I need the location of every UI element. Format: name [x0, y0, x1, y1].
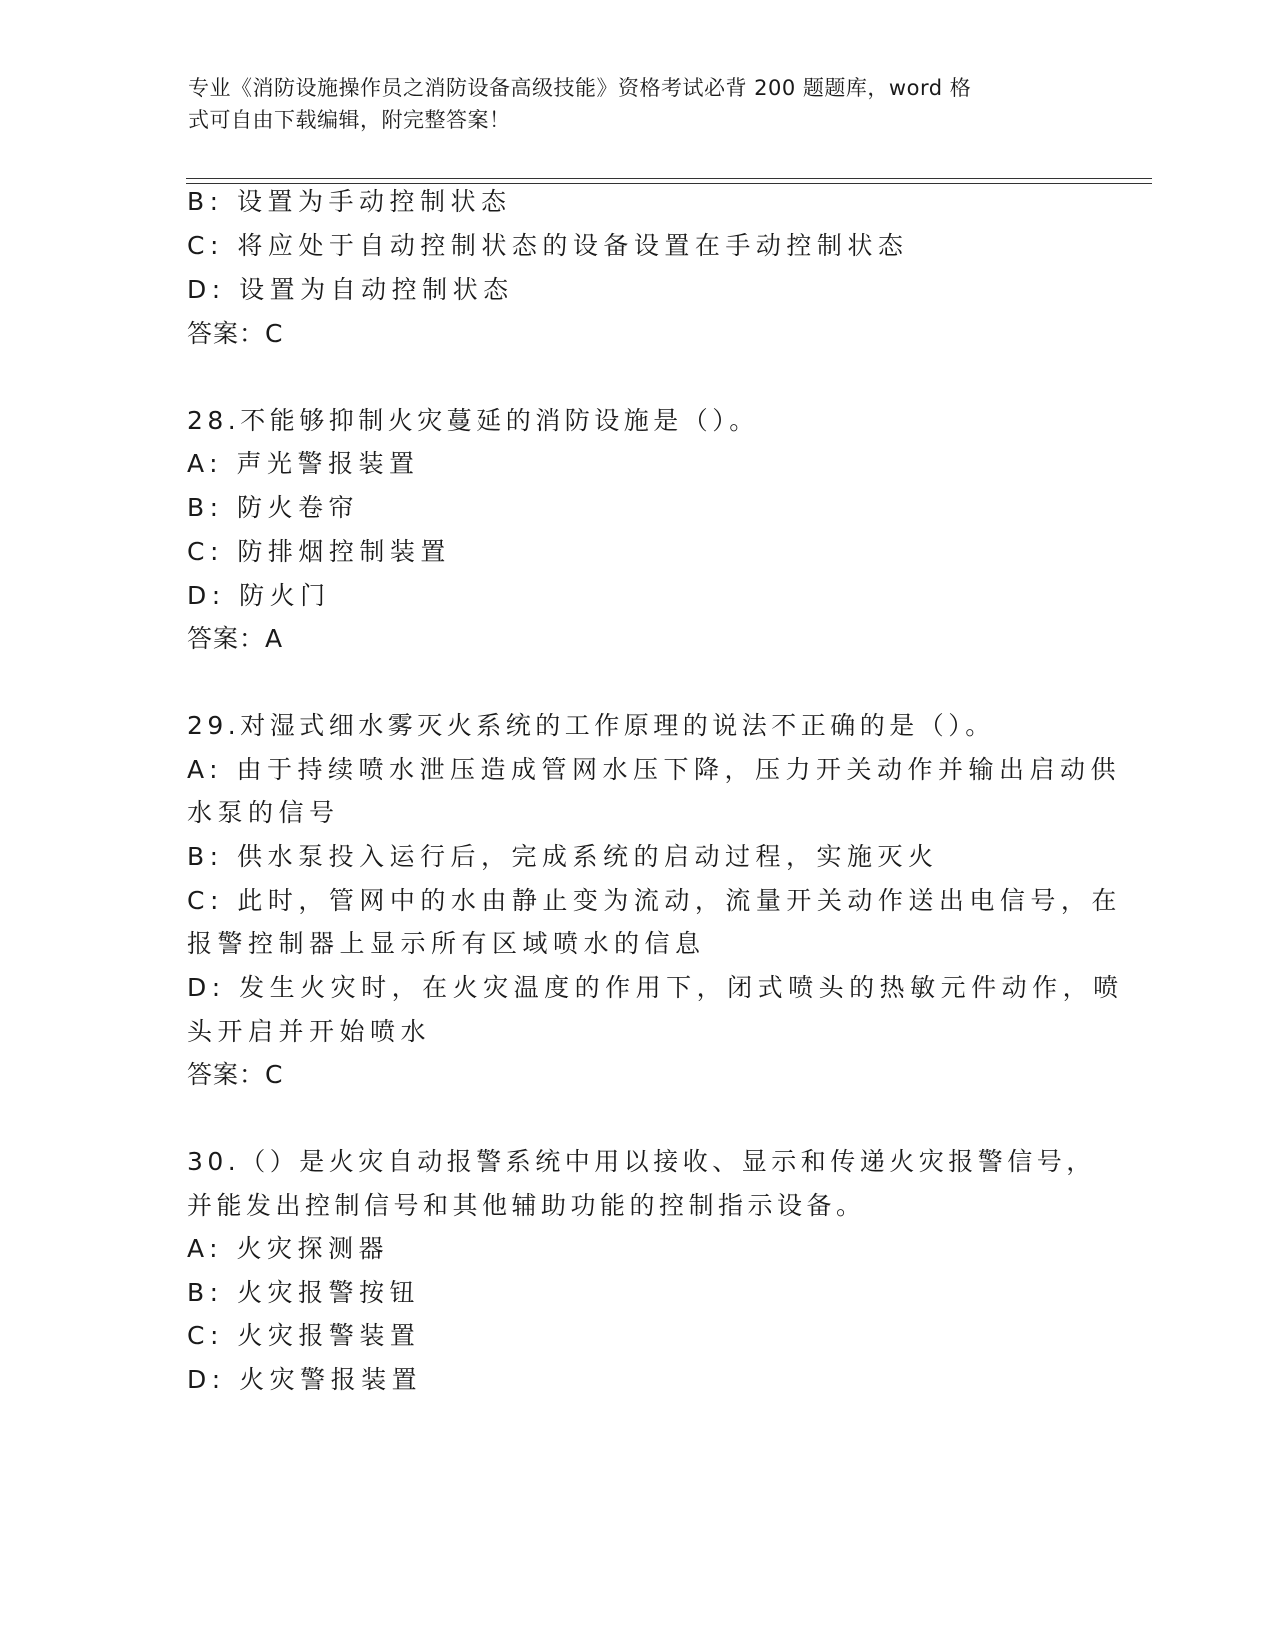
header-divider-thick — [186, 178, 1152, 179]
question-stem-line-1: 30.（）是火灾自动报警系统中用以接收、显示和传递火灾报警信号， — [187, 1147, 1096, 1176]
option-d-line-1: D: 发生火灾时，在火灾温度的作用下，闭式喷头的热敏元件动作，喷 — [187, 973, 1124, 1002]
option-b: B: 火灾报警按钮 — [187, 1278, 421, 1307]
answer: 答案：C — [187, 1060, 284, 1089]
option-d: D: 防火门 — [187, 581, 331, 610]
option-c-line-2: 报警控制器上显示所有区域喷水的信息 — [187, 929, 706, 958]
option-d-line-2: 头开启并开始喷水 — [187, 1017, 432, 1046]
option-a-line-2: 水泵的信号 — [187, 798, 340, 827]
option-d: D: 火灾警报装置 — [187, 1365, 423, 1394]
header-divider-thin — [186, 183, 1152, 184]
header-line-1: 专业《消防设施操作员之消防设备高级技能》资格考试必背 200 题题库，word 格 — [188, 76, 972, 100]
option-c: C: 将应处于自动控制状态的设备设置在手动控制状态 — [187, 231, 909, 260]
question-stem: 28.不能够抑制火灾蔓延的消防设施是（）。 — [187, 406, 759, 435]
option-a-line-1: A: 由于持续喷水泄压造成管网水压下降，压力开关动作并输出启动供 — [187, 755, 1122, 784]
header-text — [188, 72, 1068, 136]
answer: 答案：A — [187, 624, 284, 653]
option-c: C: 防排烟控制装置 — [187, 537, 451, 566]
header-line-2: 式可自由下载编辑，附完整答案！ — [188, 108, 511, 132]
option-b: B: 设置为手动控制状态 — [187, 187, 512, 216]
question-stem-line-2: 并能发出控制信号和其他辅助功能的控制指示设备。 — [187, 1191, 866, 1220]
option-a: A: 声光警报装置 — [187, 449, 420, 478]
option-b: B: 供水泵投入运行后，完成系统的启动过程，实施灭火 — [187, 842, 939, 871]
option-b: B: 防火卷帘 — [187, 493, 360, 522]
question-stem: 29.对湿式细水雾灭火系统的工作原理的说法不正确的是（）。 — [187, 711, 995, 740]
option-d: D: 设置为自动控制状态 — [187, 275, 514, 304]
answer: 答案：C — [187, 319, 284, 348]
option-a: A: 火灾探测器 — [187, 1234, 390, 1263]
option-c-line-1: C: 此时，管网中的水由静止变为流动，流量开关动作送出电信号，在 — [187, 886, 1122, 915]
option-c: C: 火灾报警装置 — [187, 1321, 421, 1350]
